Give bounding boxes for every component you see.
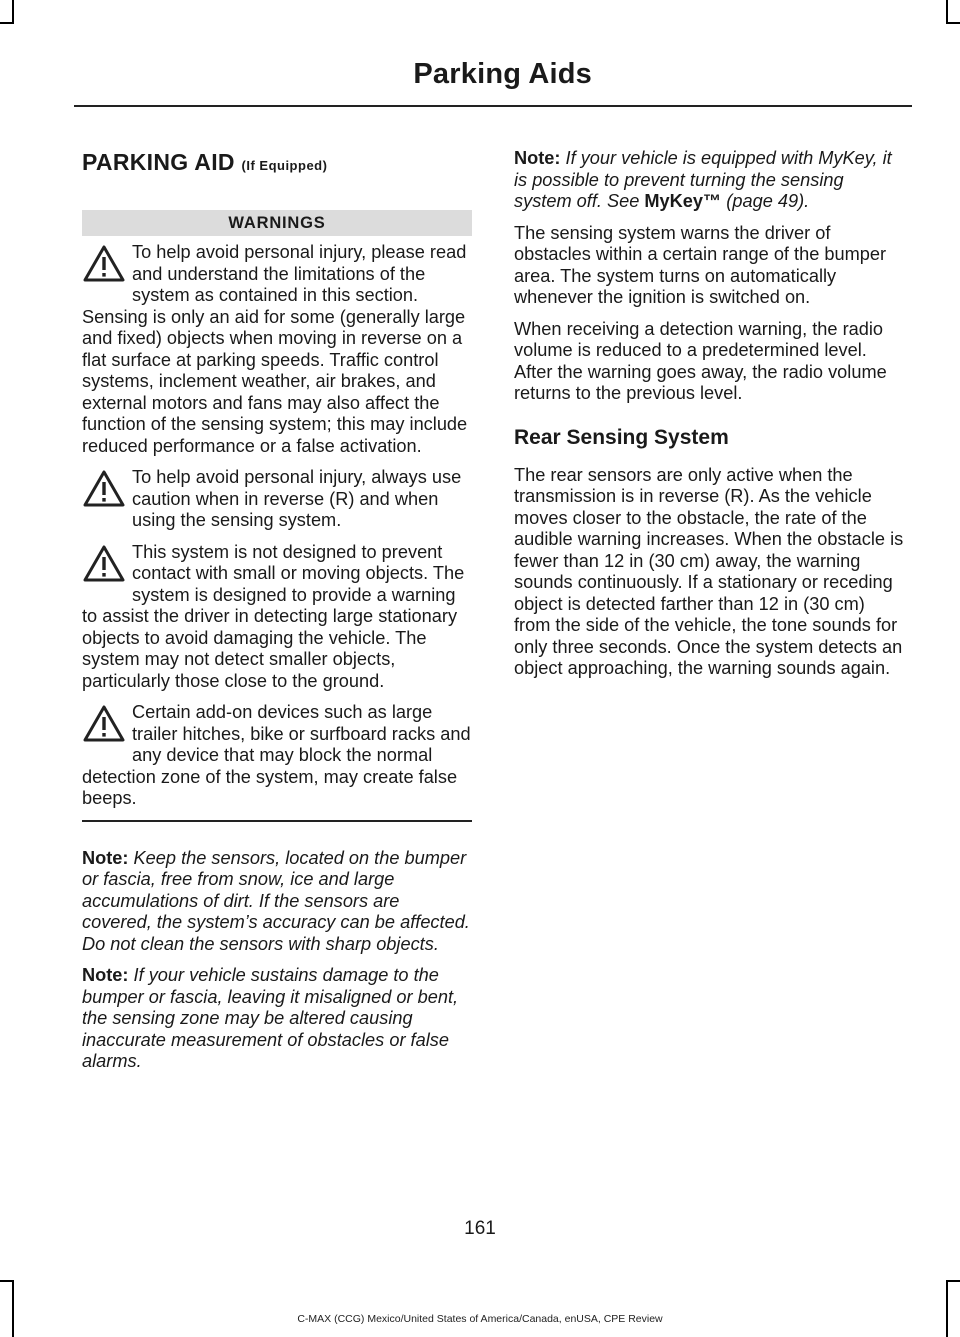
warning-text: This system is not designed to prevent contact with small or moving objects. The system is designed to provide a warning to assist the driver in detecting large stationary objects to avoid damaging the vehicle. The system may not detect smaller objects, particularly those close to the ground. [82,541,465,691]
note-sensors [82,848,472,956]
warning-triangle-icon [82,544,132,602]
warnings-end-rule [82,820,472,822]
warning-text: To help avoid personal injury, please read and understand the limitations of the system as contained in this section. Sensing is only an aid for some (generally large and fixed) objects when moving in reverse on a flat surface at parking speeds. Traffic control systems, inclement weather, air brakes, and external motors and fans may also affect the function of the sensing system; this may include reduced performance or a false activation. [82,242,468,456]
note-mykey [514,148,904,213]
note-label: Note: [82,965,129,985]
warning-text: Certain add-on devices such as large trailer hitches, bike or surfboard racks and any device that may block the normal detection zone of the system, may create false beeps. [82,702,471,808]
warning-triangle-icon [82,704,132,762]
crop-mark [946,1280,960,1282]
warning-item [82,242,472,457]
header-rule [74,105,912,107]
note-damage [82,965,472,1073]
crop-mark [12,0,14,24]
body-paragraph: The sensing system warns the driver of obstacles within a certain range of the bumper area. The system turns on automatically whenever the ignition is switched on. [514,222,887,307]
left-column [82,148,472,1083]
note-text: Keep the sensors, located on the bumper or fascia, free from snow, ice and large accumulations of dirt. If the sensors are covered, the system’s accuracy can be affected. Do not clean the sensors with sharp objects. [82,847,470,954]
warning-item [82,467,472,532]
warning-item [82,702,472,810]
note-text: If your vehicle is equipped with MyKey, it is possible to prevent turning the sensing system off. See [514,148,892,211]
mykey-link[interactable]: MyKey™ [644,191,722,211]
crop-mark [0,22,14,24]
warning-triangle-icon [82,244,132,302]
right-column [514,148,904,690]
warning-item [82,542,472,693]
page-header-title: Parking Aids [413,58,592,90]
crop-mark [0,1280,14,1282]
footer-text: C-MAX (CCG) Mexico/United States of America/Canada, enUSA, CPE Review [297,1313,663,1325]
crop-mark [946,22,960,24]
warning-text: To help avoid personal injury, always use caution when in reverse (R) and when using the sensing system. [132,467,462,530]
mykey-page-ref: (page 49). [726,191,810,211]
warnings-heading: WARNINGS [82,210,472,236]
section-title-text: PARKING AID [82,149,235,175]
crop-mark [12,1280,14,1337]
section-qualifier: (If Equipped) [241,158,328,173]
subsection-title: Rear Sensing System [514,425,729,449]
note-text: If your vehicle sustains damage to the bumper or fascia, leaving it misaligned or bent, the sensing zone may be altered causing inaccurate measurement of obstacles or false alarms. [82,965,459,1071]
body-paragraph: The rear sensors are only active when the transmission is in reverse (R). As the vehicle moves closer to the obstacle, the rate of the audible warning increases. When the obstacle is fewer than 12 in (30 cm) away, the warning sounds continuously. If a stationary or receding object is detected farther than 12 in (30 cm) from the side of the vehicle, the tone sounds for only three seconds. Once the system detects an object approaching, the warning sounds again. [514,464,904,678]
crop-mark [946,1280,948,1337]
note-label: Note: [82,847,129,868]
crop-mark [946,0,948,24]
body-paragraph: When receiving a detection warning, the radio volume is reduced to a predetermined level. After the warning goes away, the radio volume returns to the previous level. [514,318,887,403]
note-label: Note: [514,148,561,168]
warning-triangle-icon [82,469,132,527]
page-number: 161 [464,1218,496,1239]
section-title [82,148,472,180]
